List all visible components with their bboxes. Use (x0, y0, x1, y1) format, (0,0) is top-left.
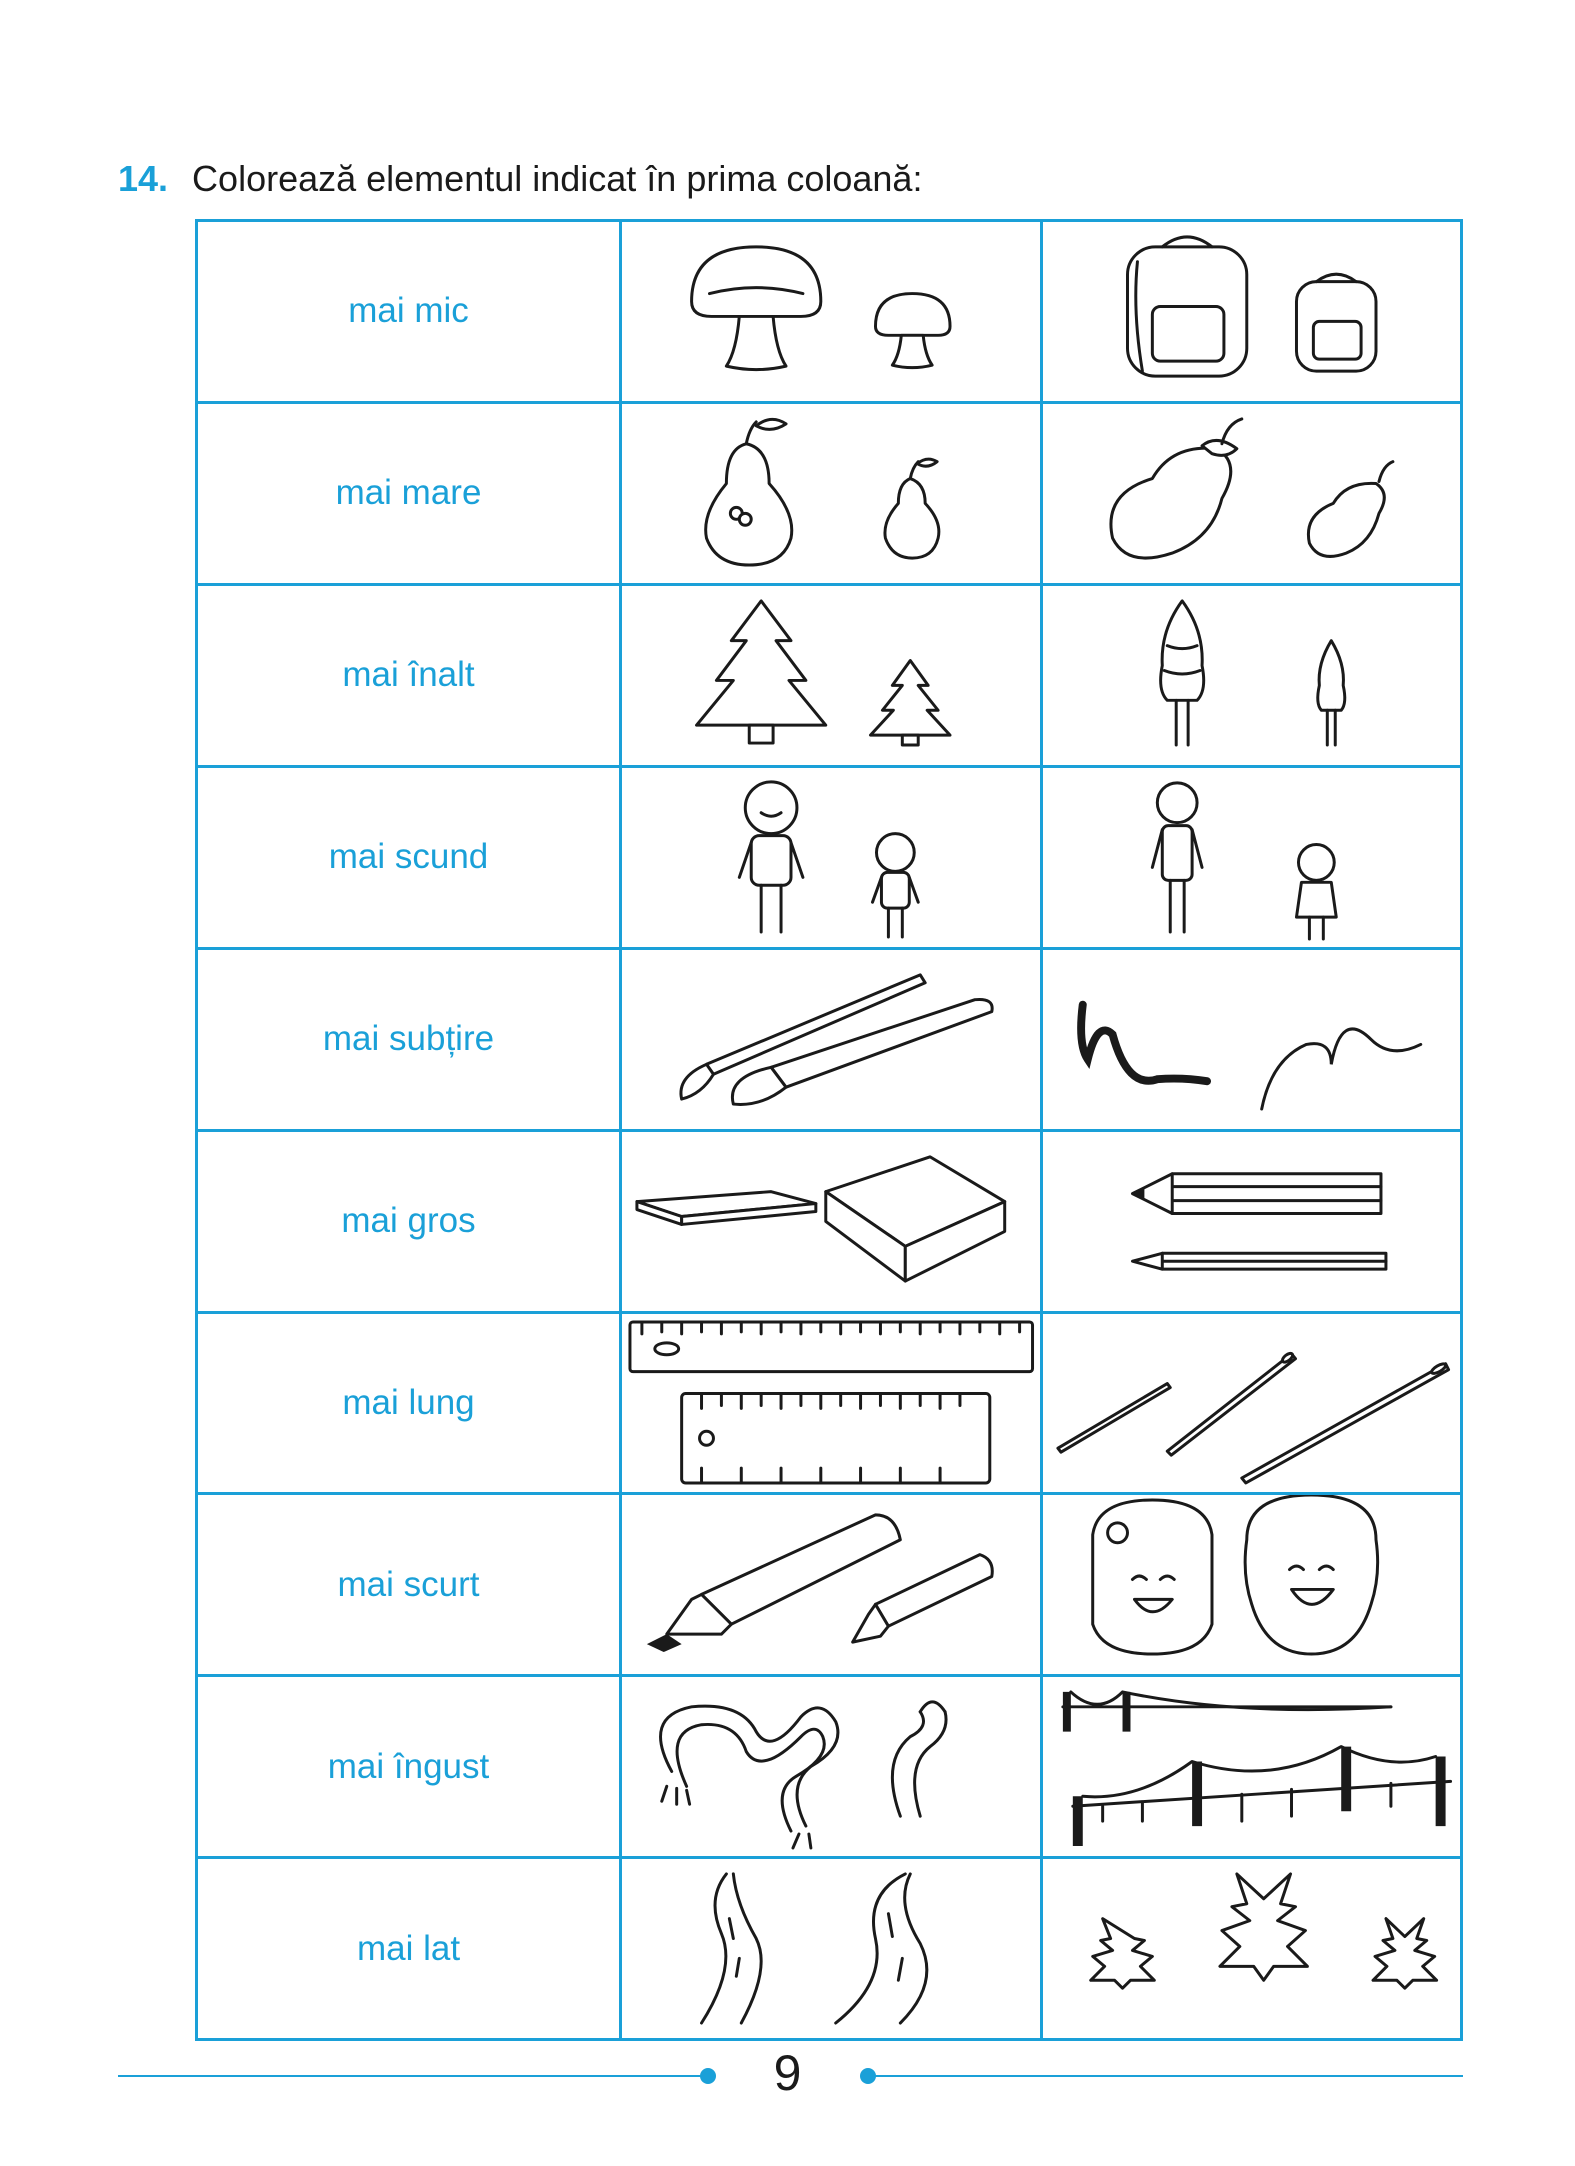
picture-cell[interactable] (621, 1130, 1042, 1312)
picture-cell[interactable] (621, 221, 1042, 403)
poplar-tree-icon[interactable] (1043, 586, 1461, 765)
picture-cell[interactable] (621, 584, 1042, 766)
fir-tree-icon[interactable] (622, 586, 1040, 765)
picture-cell[interactable] (621, 1676, 1042, 1858)
backpack-icon[interactable] (1043, 222, 1461, 401)
table-row (197, 584, 1462, 766)
picture-cell[interactable] (1041, 402, 1462, 584)
table-row (197, 1494, 1462, 1676)
table-row (197, 1858, 1462, 2040)
book-icon[interactable] (622, 1132, 1040, 1311)
row-label-cell (197, 1312, 621, 1494)
table-row (197, 948, 1462, 1130)
row-label-cell (197, 1494, 621, 1676)
child-icon[interactable] (1043, 768, 1461, 947)
picture-cell[interactable] (621, 402, 1042, 584)
row-label: mai lung (342, 1382, 475, 1422)
comparison-table (195, 219, 1463, 2041)
boy-icon[interactable] (622, 768, 1040, 947)
page-number: 9 (773, 2045, 802, 2101)
row-label-cell (197, 221, 621, 403)
pear-icon[interactable] (622, 404, 1040, 583)
row-label-cell (197, 1858, 621, 2040)
needle-icon[interactable] (1043, 1314, 1461, 1493)
row-label: mai mare (335, 473, 482, 513)
footer-dot-left (700, 2068, 716, 2084)
picture-cell[interactable] (1041, 221, 1462, 403)
road-icon[interactable] (622, 1859, 1040, 2038)
row-label: mai subțire (322, 1019, 495, 1059)
row-label: mai îngust (327, 1746, 490, 1786)
exercise-instruction: Colorează elementul indicat în prima coloană: (192, 158, 923, 199)
girl-face-icon[interactable] (1043, 1495, 1461, 1674)
ruler-icon[interactable] (622, 1314, 1040, 1493)
picture-cell[interactable] (1041, 1312, 1462, 1494)
row-label: mai scurt (337, 1564, 480, 1604)
maple-leaf-icon[interactable] (1043, 1859, 1461, 2038)
squiggle-line-icon[interactable] (1043, 950, 1461, 1129)
picture-cell[interactable] (621, 1858, 1042, 2040)
row-label-cell (197, 584, 621, 766)
row-label-cell (197, 1676, 621, 1858)
row-label: mai mic (348, 291, 469, 331)
picture-cell[interactable] (1041, 766, 1462, 948)
row-label-cell (197, 948, 621, 1130)
table-row (197, 1676, 1462, 1858)
row-label: mai înalt (342, 655, 475, 695)
scarf-icon[interactable] (622, 1677, 1040, 1856)
row-label-cell (197, 766, 621, 948)
picture-cell[interactable] (621, 766, 1042, 948)
table-row (197, 221, 1462, 403)
row-label: mai gros (341, 1201, 476, 1241)
pencil-icon[interactable] (1043, 1132, 1461, 1311)
picture-cell[interactable] (621, 948, 1042, 1130)
table-row (197, 1130, 1462, 1312)
paintbrush-icon[interactable] (622, 950, 1040, 1129)
exercise-number: 14. (118, 158, 169, 199)
marker-icon[interactable] (622, 1495, 1040, 1674)
row-label-cell (197, 1130, 621, 1312)
footer-line-left (118, 2075, 708, 2077)
table-row (197, 1312, 1462, 1494)
exercise-header (118, 158, 922, 200)
picture-cell[interactable] (1041, 1130, 1462, 1312)
eggplant-icon[interactable] (1043, 404, 1461, 583)
row-label-cell (197, 402, 621, 584)
picture-cell[interactable] (1041, 1494, 1462, 1676)
picture-cell[interactable] (621, 1494, 1042, 1676)
table-row (197, 402, 1462, 584)
table-row (197, 766, 1462, 948)
picture-cell[interactable] (1041, 948, 1462, 1130)
mushroom-icon[interactable] (622, 222, 1040, 401)
picture-cell[interactable] (1041, 1858, 1462, 2040)
row-label: mai lat (356, 1928, 461, 1968)
picture-cell[interactable] (1041, 584, 1462, 766)
picture-cell[interactable] (1041, 1676, 1462, 1858)
bridge-icon[interactable] (1043, 1677, 1461, 1856)
picture-cell[interactable] (621, 1312, 1042, 1494)
row-label: mai scund (328, 837, 489, 877)
footer-line-right (870, 2075, 1463, 2077)
